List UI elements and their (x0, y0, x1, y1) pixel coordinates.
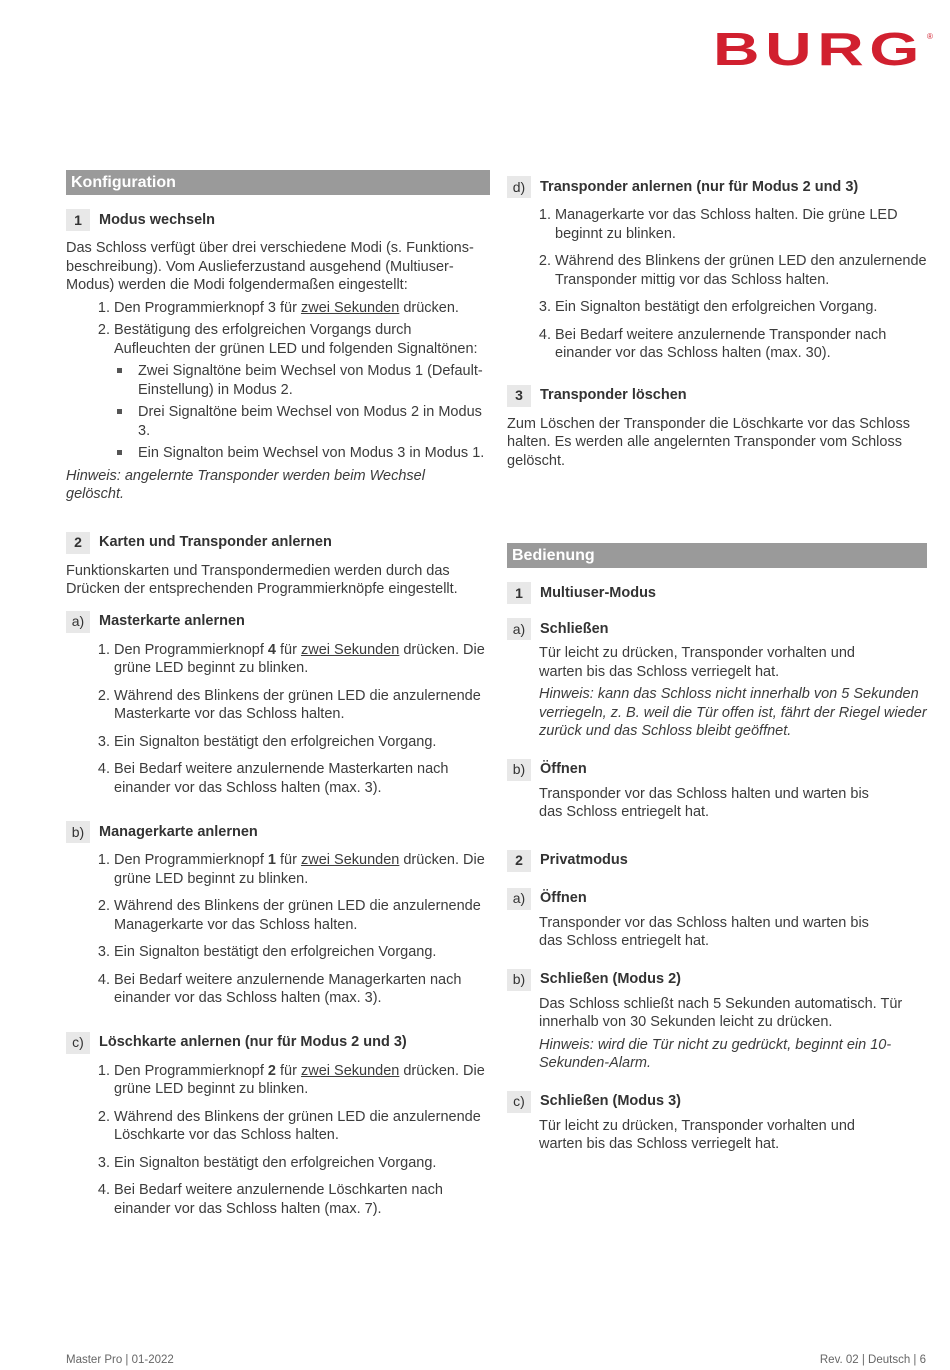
body-text: Tür leicht zu drücken, Transponder vorhalten und warten bis das Schloss verriegelt hat. (539, 645, 855, 680)
heading-text: Transponder löschen (540, 387, 687, 404)
bullet-item: Zwei Signaltöne beim Wechsel von Modus 1 (Default-Einstellung) in Modus 2. (114, 362, 490, 399)
list-item: 3. Ein Signalton bestätigt den erfolgreichen Vorgang. (114, 1154, 490, 1173)
body-text: Transponder vor das Schloss halten und warten bis das Schloss entriegelt hat. (539, 914, 869, 949)
underlined-text: zwei Sekunden (300, 852, 400, 868)
sub-body (507, 995, 927, 1073)
right-column (507, 176, 927, 1158)
list-item: 2. Während des Blinkens der grünen LED die anzulernende Löschkarte vor das Schloss halten. (114, 1108, 490, 1145)
steps-list (66, 641, 490, 798)
heading-text: Modus wechseln (99, 211, 216, 228)
hint-text: Hinweis: kann das Schloss nicht innerhalb von 5 Sekunden verriegeln, z. B. weil die Tür offen ist, fährt der Riegel wieder zurück und das Schloss bleibt geöffnet. (539, 686, 927, 739)
footer-right: Rev. 02 | Deutsch | 6 (819, 1354, 926, 1366)
heading-multiuser-modus (507, 582, 927, 604)
logo-wordmark: BURG (713, 27, 925, 67)
heading-text: Privatmodus (540, 852, 628, 869)
body-text: Zum Löschen der Transponder die Löschkarte vor das Schloss halten. Es werden alle angelernten Transponder vom Schloss gelöscht. (507, 415, 910, 469)
bullet-list (114, 362, 490, 463)
steps-list (507, 206, 927, 363)
heading-text: Karten und Transponder anlernen (99, 534, 332, 551)
list-item: 2. Bestätigung des erfolgreichen Vorgangs durch Aufleuchten der grünen LED und folgenden Signaltönen: Zwei Signaltöne beim Wechsel von Modus 1 (Default-Einstellung) in Modus 2. Drei Signaltöne beim Wechsel von Modus 2 in Modus 3. Ein Signalton beim Wechsel von Modus 3 in Modus 1. (114, 321, 490, 463)
body-text: Tür leicht zu drücken, Transponder vorhalten und warten bis das Schloss verriegelt hat. (539, 1117, 855, 1152)
letter-badge: a) (507, 618, 531, 640)
steps-list (66, 299, 490, 463)
sub-body (507, 914, 927, 951)
underlined-text: zwei Sekunden (300, 1062, 400, 1079)
heading-text: Transponder anlernen (nur für Modus 2 und 3) (540, 178, 859, 195)
underlined-text: zwei Sekunden (300, 641, 400, 658)
steps-list (66, 851, 490, 1008)
list-item: 3. Ein Signalton bestätigt den erfolgreichen Vorgang. (555, 298, 927, 317)
list-item: 1. Den Programmierknopf 1 für zwei Sekunden drücken. Die grüne LED beginnt zu blinken. (114, 851, 490, 888)
hint-text: Hinweis: wird die Tür nicht zu gedrückt, beginnt ein 10-Sekunden-Alarm. (539, 1036, 892, 1071)
heading-karten-anlernen (66, 532, 490, 554)
list-item: 4. Bei Bedarf weitere anzulernende Managerkarten nach einander vor das Schloss halten (max. 3). (114, 971, 490, 1008)
list-item: 3. Ein Signalton bestätigt den erfolgreichen Vorgang. (114, 733, 490, 752)
heading-text: Löschkarte anlernen (nur für Modus 2 und 3) (99, 1034, 407, 1051)
list-item: 4. Bei Bedarf weitere anzulernende Transponder nach einander vor das Schloss halten (max. 30). (555, 326, 927, 363)
letter-badge: b) (507, 969, 531, 991)
heading-schliessen-modus-3 (507, 1091, 927, 1113)
heading-managerkarte (66, 821, 490, 843)
number-badge: 2 (66, 532, 90, 554)
heading-transponder-loeschen (507, 385, 927, 407)
heading-schliessen (507, 618, 927, 640)
heading-text: Multiuser-Modus (540, 584, 656, 601)
letter-badge: a) (507, 888, 531, 910)
heading-transponder-anlernen (507, 176, 927, 198)
bullet-item: Ein Signalton beim Wechsel von Modus 3 in Modus 1. (114, 444, 490, 463)
heading-schliessen-modus-2 (507, 969, 927, 991)
sub-body (507, 785, 927, 822)
letter-badge: b) (507, 759, 531, 781)
list-item: 4. Bei Bedarf weitere anzulernende Löschkarten nach einander vor das Schloss halten (max. 7). (114, 1181, 490, 1218)
heading-text: Managerkarte anlernen (99, 823, 258, 840)
intro-text: Funktionskarten und Transpondermedien werden durch das Drücken der entsprechenden Programmierknöpfe eingestellt. (66, 562, 458, 597)
heading-privatmodus (507, 850, 927, 872)
heading-text: Schließen (Modus 3) (540, 1093, 681, 1110)
list-item: 1. Den Programmierknopf 3 für zwei Sekunden drücken. (114, 299, 490, 318)
letter-badge: c) (66, 1032, 90, 1054)
heading-modus-wechseln (66, 209, 490, 231)
heading-masterkarte (66, 611, 490, 633)
letter-badge: b) (66, 821, 90, 843)
body-text: Das Schloss schließt nach 5 Sekunden automatisch. Tür innerhalb von 30 Sekunden leicht zu drücken. (539, 995, 903, 1030)
left-column (66, 170, 490, 1218)
section-header-konfiguration: Konfiguration (66, 170, 490, 195)
hint-text: Hinweis: angelernte Transponder werden beim Wechsel gelöscht. (66, 467, 425, 502)
heading-text: Öffnen (540, 890, 587, 907)
list-item: 2. Während des Blinkens der grünen LED die anzulernende Masterkarte vor das Schloss halten. (114, 687, 490, 724)
number-badge: 1 (507, 582, 531, 604)
list-item: 4. Bei Bedarf weitere anzulernende Masterkarten nach einander vor das Schloss halten (max. 3). (114, 760, 490, 797)
heading-privat-oeffnen (507, 888, 927, 910)
list-item: 1. Managerkarte vor das Schloss halten. Die grüne LED beginnt zu blinken. (555, 206, 927, 243)
number-badge: 1 (66, 209, 90, 231)
number-badge: 3 (507, 385, 531, 407)
letter-badge: c) (507, 1091, 531, 1113)
letter-badge: a) (66, 611, 90, 633)
heading-oeffnen (507, 759, 927, 781)
registered-mark: ® (927, 32, 933, 41)
body-text: Transponder vor das Schloss halten und warten bis das Schloss entriegelt hat. (539, 785, 869, 820)
bullet-item: Drei Signaltöne beim Wechsel von Modus 2 in Modus 3. (114, 403, 490, 440)
underlined-text: zwei Sekunden (300, 299, 400, 316)
list-item: 1. Den Programmierknopf 2 für zwei Sekunden drücken. Die grüne LED beginnt zu blinken. (114, 1062, 490, 1099)
steps-list (66, 1062, 490, 1219)
sub-body (507, 1117, 927, 1154)
intro-text: Das Schloss verfügt über drei verschiedene Modi (s. Funktions-beschreibung). Vom Auslieferzustand ausgehend (Multiuser-Modus) werden die Modi folgendermaßen eingestellt: (66, 240, 474, 293)
heading-text: Schließen (540, 620, 609, 637)
heading-text: Öffnen (540, 761, 587, 778)
section-header-bedienung: Bedienung (507, 543, 927, 568)
list-item: 2. Während des Blinkens der grünen LED die anzulernende Managerkarte vor das Schloss halten. (114, 897, 490, 934)
list-item: 3. Ein Signalton bestätigt den erfolgreichen Vorgang. (114, 943, 490, 962)
list-item: 2. Während des Blinkens der grünen LED den anzulernende Transponder mittig vor das Schloss halten. (555, 252, 927, 289)
burg-logo (713, 27, 938, 67)
list-item: 1. Den Programmierknopf 4 für zwei Sekunden drücken. Die grüne LED beginnt zu blinken. (114, 641, 490, 678)
heading-text: Masterkarte anlernen (99, 613, 245, 630)
footer-left: Master Pro | 01-2022 (66, 1354, 174, 1366)
letter-badge: d) (507, 176, 531, 198)
heading-loeschkarte (66, 1032, 490, 1054)
sub-body (507, 644, 927, 741)
heading-text: Schließen (Modus 2) (540, 971, 681, 988)
number-badge: 2 (507, 850, 531, 872)
